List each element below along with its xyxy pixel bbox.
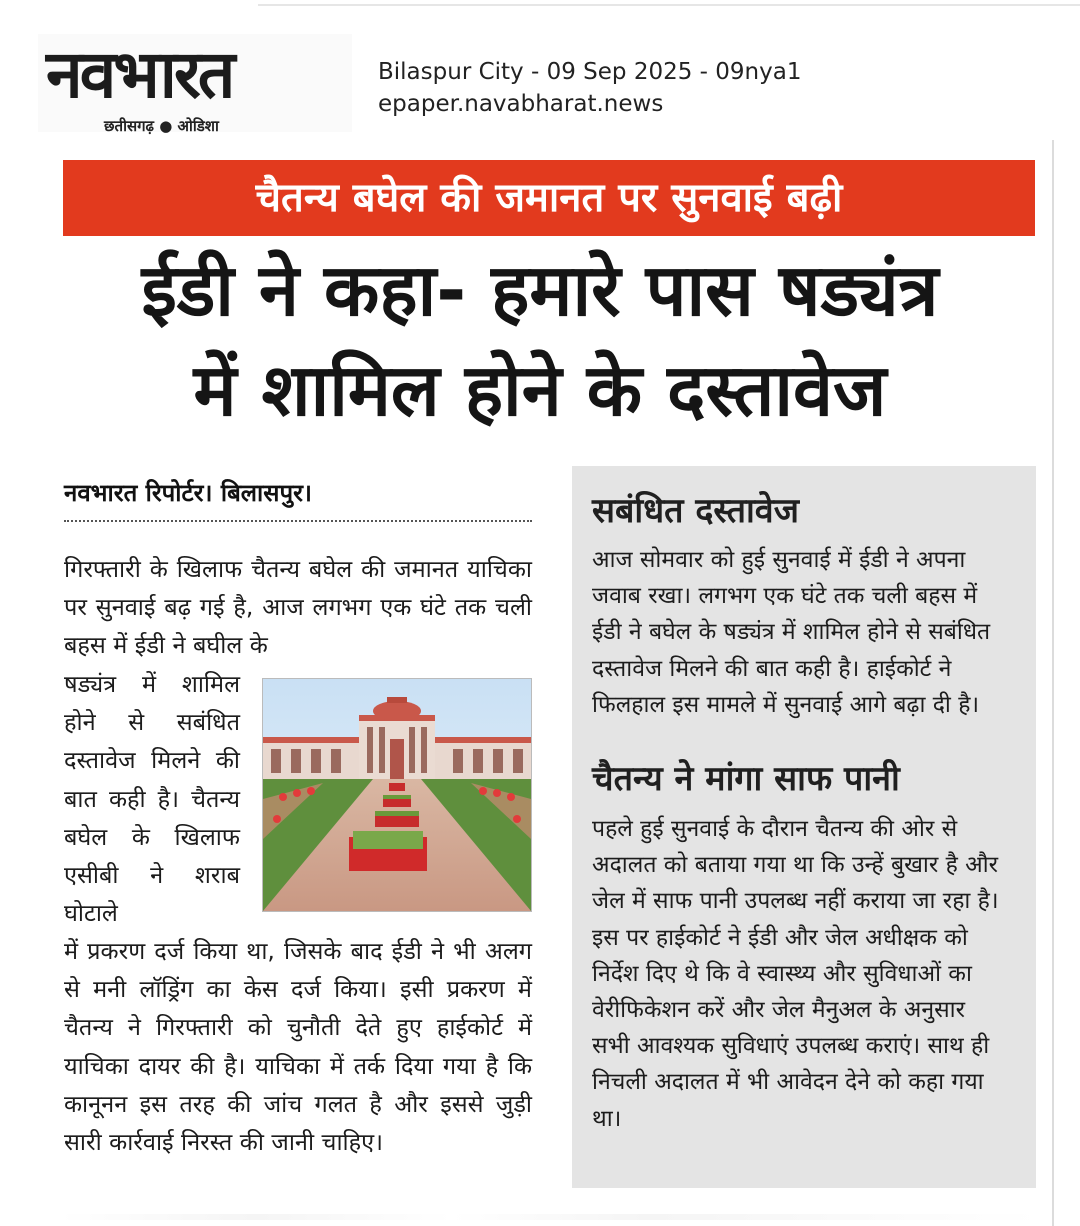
headline (40, 240, 1040, 440)
article-body-wrap: षड्यंत्र में शामिल होने से सबंधित दस्तावेज मिलने की बात कही है। चैतन्य बघेल के खिलाफ एसीबी ने शराब घोटाले (64, 670, 240, 928)
right-page-edge (1052, 140, 1054, 1226)
edition-info (378, 56, 801, 120)
sidebar-heading-water: चैतन्य ने मांगा साफ पानी (592, 759, 900, 799)
sidebar-box (572, 466, 1036, 1188)
high-court-photo (262, 678, 532, 912)
logo-subtitle: छतीसगढ़ ● ओडिशा (104, 117, 219, 135)
sidebar-paragraph-water: पहले हुई सुनवाई के दौरान चैतन्य की ओर से अदालत को बताया गया था कि उन्हें बुखार है और जेल में साफ पानी उपलब्ध नहीं कराया जा रहा है। इस पर हाईकोर्ट ने ईडी और जेल अधीक्षक को निर्देश दिए थे कि वे स्वास्थ्य और सुविधाओं का वेरीफिकेशन करें और जेल मैनुअल के अनुसार सभी आवश्यक सुविधाएं उपलब्ध कराएं। साथ ही निचली अदालत में भी आवेदन देने को कहा गया था। (592, 816, 999, 1132)
sidebar-paragraph-documents: आज सोमवार को हुई सुनवाई में ईडी ने अपना जवाब रखा। लगभग एक घंटे तक चली बहस में ईडी ने बघेल के षड्यंत्र में शामिल होने से सबंधित दस्तावेज मिलने की बात कही है। हाईकोर्ट ने फिलहाल इस मामले में सुनवाई आगे बढ़ा दी है। (592, 547, 991, 718)
byline-divider (64, 520, 532, 522)
top-divider (258, 4, 1080, 6)
bottom-edge (60, 1214, 1040, 1220)
edition-line: Bilaspur City - 09 Sep 2025 - 09nya1 (378, 59, 802, 85)
masthead (38, 34, 352, 135)
byline: नवभारत रिपोर्टर। बिलासपुर। (64, 479, 313, 507)
headline-line-1: ईडी ने कहा- हमारे पास षड्यंत्र (141, 248, 939, 332)
headline-line-2: में शामिल होने के दस्तावेज (193, 348, 887, 432)
article-body-top: गिरफ्तारी के खिलाफ चैतन्य बघेल की जमानत याचिका पर सुनवाई बढ़ गई है, आज लगभग एक घंटे तक चली बहस में ईडी ने बघील के (64, 555, 532, 660)
epaper-site: epaper.navabharat.news (378, 91, 664, 117)
newspaper-logo: नवभारत (46, 36, 233, 113)
kicker-banner: चैतन्य बघेल की जमानत पर सुनवाई बढ़ी (63, 160, 1035, 236)
sidebar-heading-documents: सबंधित दस्तावेज (592, 491, 799, 531)
article-body-bottom: में प्रकरण दर्ज किया था, जिसके बाद ईडी ने भी अलग से मनी लॉड्रिंग का केस दर्ज किया। इसी प्रकरण में चैतन्य ने गिरफ्तारी को चुनौती देते हुए हाईकोर्ट में याचिका दायर की है। याचिका में तर्क दिया गया है कि कानूनन इस तरह की जांच गलत है और इससे जुड़ी सारी कार्रवाई निरस्त की जानी चाहिए। (64, 937, 532, 1157)
